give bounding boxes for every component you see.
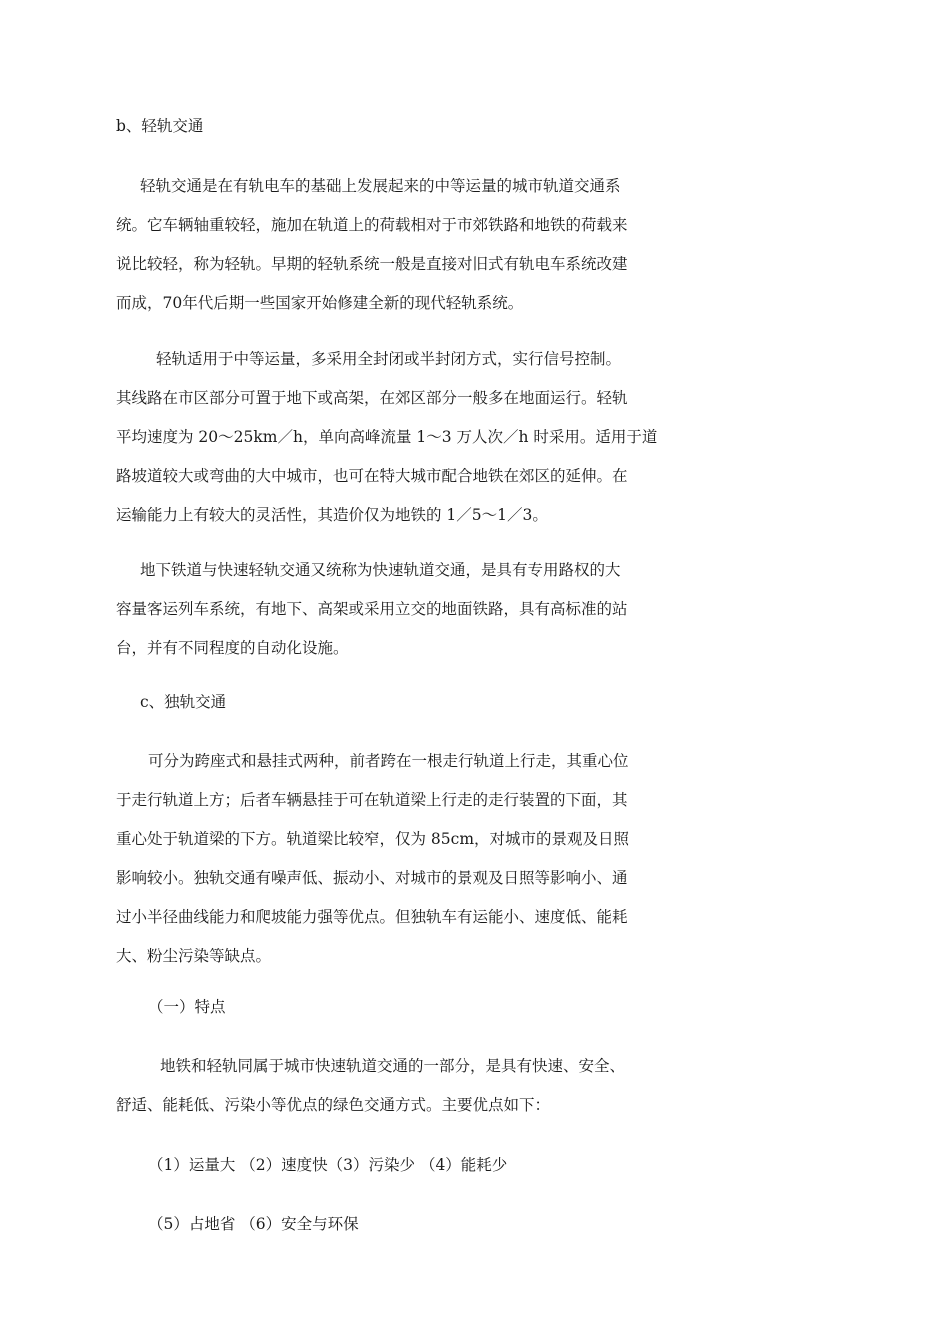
- paragraph-rapid-transit: [116, 551, 676, 668]
- paragraph-line: 其线路在市区部分可置于地下或高架，在郊区部分一般多在地面运行。轻轨: [116, 389, 628, 407]
- advantages-list-line-2: [116, 1205, 676, 1244]
- paragraph-line: 地下铁道与快速轻轨交通又统称为快速轨道交通，是具有专用路权的大: [140, 561, 621, 579]
- paragraph-line: 轻轨适用于中等运量，多采用全封闭或半封闭方式，实行信号控制。: [156, 350, 622, 368]
- paragraph-line: 平均速度为 20～25km／h，单向高峰流量 1～3 万人次／h 时采用。适用于道: [116, 428, 658, 446]
- paragraph-line: 重心处于轨道梁的下方。轨道梁比较窄，仅为 85cm，对城市的景观及日照: [116, 830, 630, 848]
- paragraph-line: 而成，70年代后期一些国家开始修建全新的现代轻轨系统。: [116, 294, 524, 312]
- heading-text: （一）特点: [148, 998, 226, 1016]
- paragraph-light-rail-intro: [116, 167, 676, 323]
- paragraph-line: 统。它车辆轴重较轻，施加在轨道上的荷载相对于市郊铁路和地铁的荷载来: [116, 216, 628, 234]
- paragraph-line: 过小半径曲线能力和爬坡能力强等优点。但独轨车有运能小、速度低、能耗: [116, 908, 628, 926]
- heading-text: c、独轨交通: [140, 693, 227, 711]
- paragraph-line: 说比较轻，称为轻轨。早期的轻轨系统一般是直接对旧式有轨电车系统改建: [116, 255, 628, 273]
- paragraph-line: 路坡道较大或弯曲的大中城市，也可在特大城市配合地铁在郊区的延伸。在: [116, 467, 628, 485]
- paragraph-line: 运输能力上有较大的灵活性，其造价仅为地铁的 1／5～1／3。: [116, 506, 548, 524]
- heading-features: [116, 988, 676, 1027]
- paragraph-line: 台，并有不同程度的自动化设施。: [116, 639, 349, 657]
- paragraph-line: 大、粉尘污染等缺点。: [116, 947, 272, 965]
- paragraph-line: 容量客运列车系统，有地下、高架或采用立交的地面铁路，具有高标准的站: [116, 600, 628, 618]
- paragraph-line: 影响较小。独轨交通有噪声低、振动小、对城市的景观及日照等影响小、通: [116, 869, 628, 887]
- advantages-list-line-1: [116, 1146, 676, 1185]
- list-text: （1）运量大 （2）速度快（3）污染少 （4）能耗少: [148, 1156, 508, 1174]
- paragraph-monorail: [116, 742, 676, 976]
- paragraph-line: 轻轨交通是在有轨电车的基础上发展起来的中等运量的城市轨道交通系: [140, 177, 621, 195]
- paragraph-line: 可分为跨座式和悬挂式两种，前者跨在一根走行轨道上行走，其重心位: [148, 752, 629, 770]
- paragraph-line: 于走行轨道上方；后者车辆悬挂于可在轨道梁上行走的走行装置的下面，其: [116, 791, 628, 809]
- paragraph-line: 地铁和轻轨同属于城市快速轨道交通的一部分，是具有快速、安全、: [160, 1057, 626, 1075]
- paragraph-light-rail-usage: [116, 340, 676, 535]
- list-text: （5）占地省 （6）安全与环保: [148, 1215, 359, 1233]
- paragraph-features: [116, 1047, 676, 1125]
- heading-monorail: [116, 683, 676, 722]
- paragraph-line: 舒适、能耗低、污染小等优点的绿色交通方式。主要优点如下：: [116, 1096, 551, 1114]
- heading-light-rail: [116, 107, 676, 146]
- heading-text: b、轻轨交通: [116, 117, 204, 135]
